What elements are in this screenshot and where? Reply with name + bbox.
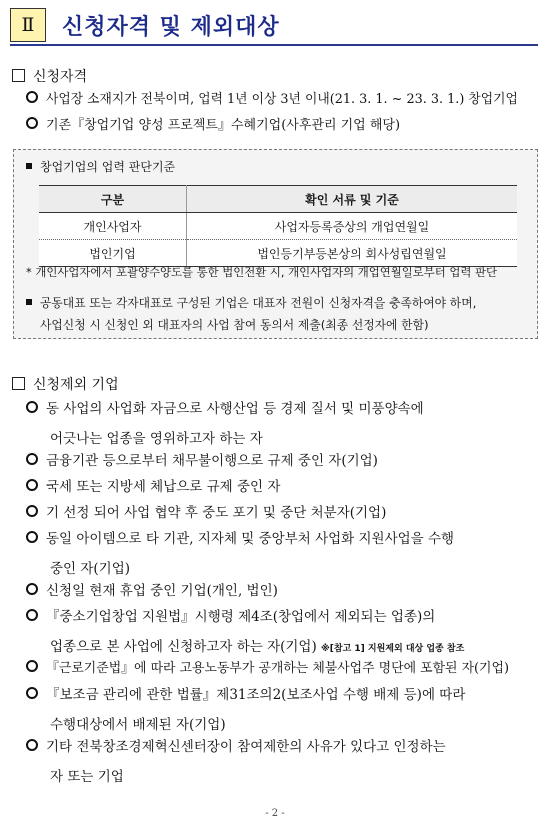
exclusion-item-continued: 자 또는 기업 xyxy=(50,769,124,785)
table-header-row xyxy=(39,186,517,213)
eligibility-heading: 신청자격 xyxy=(12,66,87,86)
circle-bullet-icon xyxy=(26,531,38,543)
criteria-info-box xyxy=(13,149,538,339)
circle-bullet-icon xyxy=(26,479,38,491)
circle-bullet-icon xyxy=(26,505,38,517)
circle-bullet-icon xyxy=(26,687,38,699)
joint-rep-rule-line1: 공동대표 또는 각자대표로 구성된 기업은 대표자 전원이 신청자격을 충족하여야 하며, xyxy=(26,294,476,311)
section-title-bar xyxy=(10,8,538,46)
exclusion-heading: 신청제외 기업 xyxy=(12,374,119,394)
circle-bullet-icon xyxy=(26,117,38,129)
exclusion-item-continued: 중인 자(기업) xyxy=(50,561,131,577)
exclusion-item-continued: 수행대상에서 배제된 자(기업) xyxy=(50,717,226,733)
checkbox-square-icon xyxy=(12,377,25,390)
circle-bullet-icon xyxy=(26,453,38,465)
circle-bullet-icon xyxy=(26,609,38,621)
criteria-title: 창업기업의 업력 판단기준 xyxy=(26,158,175,175)
page-number: - 2 - xyxy=(265,808,285,819)
eligibility-item: 기존『창업기업 양성 프로젝트』수혜기업(사후관리 기업 해당) xyxy=(26,113,400,139)
checkbox-square-icon xyxy=(12,69,25,82)
joint-rep-rule-line2: 사업신청 시 신청인 외 대표자의 사업 참여 동의서 제출(최종 선정자에 한함) xyxy=(40,318,429,332)
circle-bullet-icon xyxy=(26,660,38,672)
square-bullet-icon xyxy=(26,299,32,305)
table-cell: 법인기업 xyxy=(39,240,187,267)
exclusion-item-continued: 업종으로 본 사업에 신청하고자 하는 자(기업) ※[참고 1] 지원제외 대상 업종 참조 xyxy=(50,639,465,655)
square-bullet-icon xyxy=(26,163,32,169)
exclusion-item: 기 선정 되어 사업 협약 후 중도 포기 및 중단 처분자(기업) xyxy=(26,500,386,526)
table-header-cell: 확인 서류 및 기준 xyxy=(187,186,518,213)
exclusion-item: 신청일 현재 휴업 중인 기업(개인, 법인) xyxy=(26,578,278,604)
exclusion-item: 기타 전북창조경제혁신센터장이 참여제한의 사유가 있다고 인정하는 xyxy=(26,734,446,760)
table-cell: 법인등기부등본상의 회사성립연월일 xyxy=(187,240,518,267)
exclusion-item: 금융기관 등으로부터 채무불이행으로 규제 중인 자(기업) xyxy=(26,448,378,474)
criteria-table xyxy=(39,185,517,267)
exclusion-item: 동일 아이템으로 타 기관, 지자체 및 중앙부처 사업화 지원사업을 수행 xyxy=(26,526,454,552)
reference-note: ※[참고 1] 지원제외 대상 업종 참조 xyxy=(321,644,465,654)
section-number: Ⅱ xyxy=(10,8,46,42)
circle-bullet-icon xyxy=(26,739,38,751)
table-cell: 사업자등록증상의 개업연월일 xyxy=(187,213,518,240)
section-title: 신청자격 및 제외대상 xyxy=(62,15,280,40)
table-cell: 개인사업자 xyxy=(39,213,187,240)
circle-bullet-icon xyxy=(26,583,38,595)
circle-bullet-icon xyxy=(26,401,38,413)
table-row xyxy=(39,240,517,267)
table-header-cell: 구분 xyxy=(39,186,187,213)
exclusion-item: 국세 또는 지방세 체납으로 규제 중인 자 xyxy=(26,474,280,500)
eligibility-item: 사업장 소재지가 전북이며, 업력 1년 이상 3년 이내(21. 3. 1. ~ 23. 3. 1.) 창업기업 xyxy=(26,87,518,113)
exclusion-item: 『근로기준법』에 따라 고용노동부가 공개하는 체불사업주 명단에 포함된 자(기업) xyxy=(26,656,509,682)
table-row xyxy=(39,213,517,240)
circle-bullet-icon xyxy=(26,91,38,103)
exclusion-item-continued: 어긋나는 업종을 영위하고자 하는 자 xyxy=(50,431,263,447)
exclusion-item: 동 사업의 사업화 자금으로 사행산업 등 경제 질서 및 미풍양속에 xyxy=(26,396,424,422)
exclusion-item: 『보조금 관리에 관한 법률』제31조의2(보조사업 수행 배제 등)에 따라 xyxy=(26,682,465,708)
criteria-note: * 개인사업자에서 포괄양수양도를 통한 법인전환 시, 개인사업자의 개업연월일로부터 업력 판단 xyxy=(26,265,498,279)
exclusion-item: 『중소기업창업 지원법』시행령 제4조(창업에서 제외되는 업종)의 xyxy=(26,604,435,630)
